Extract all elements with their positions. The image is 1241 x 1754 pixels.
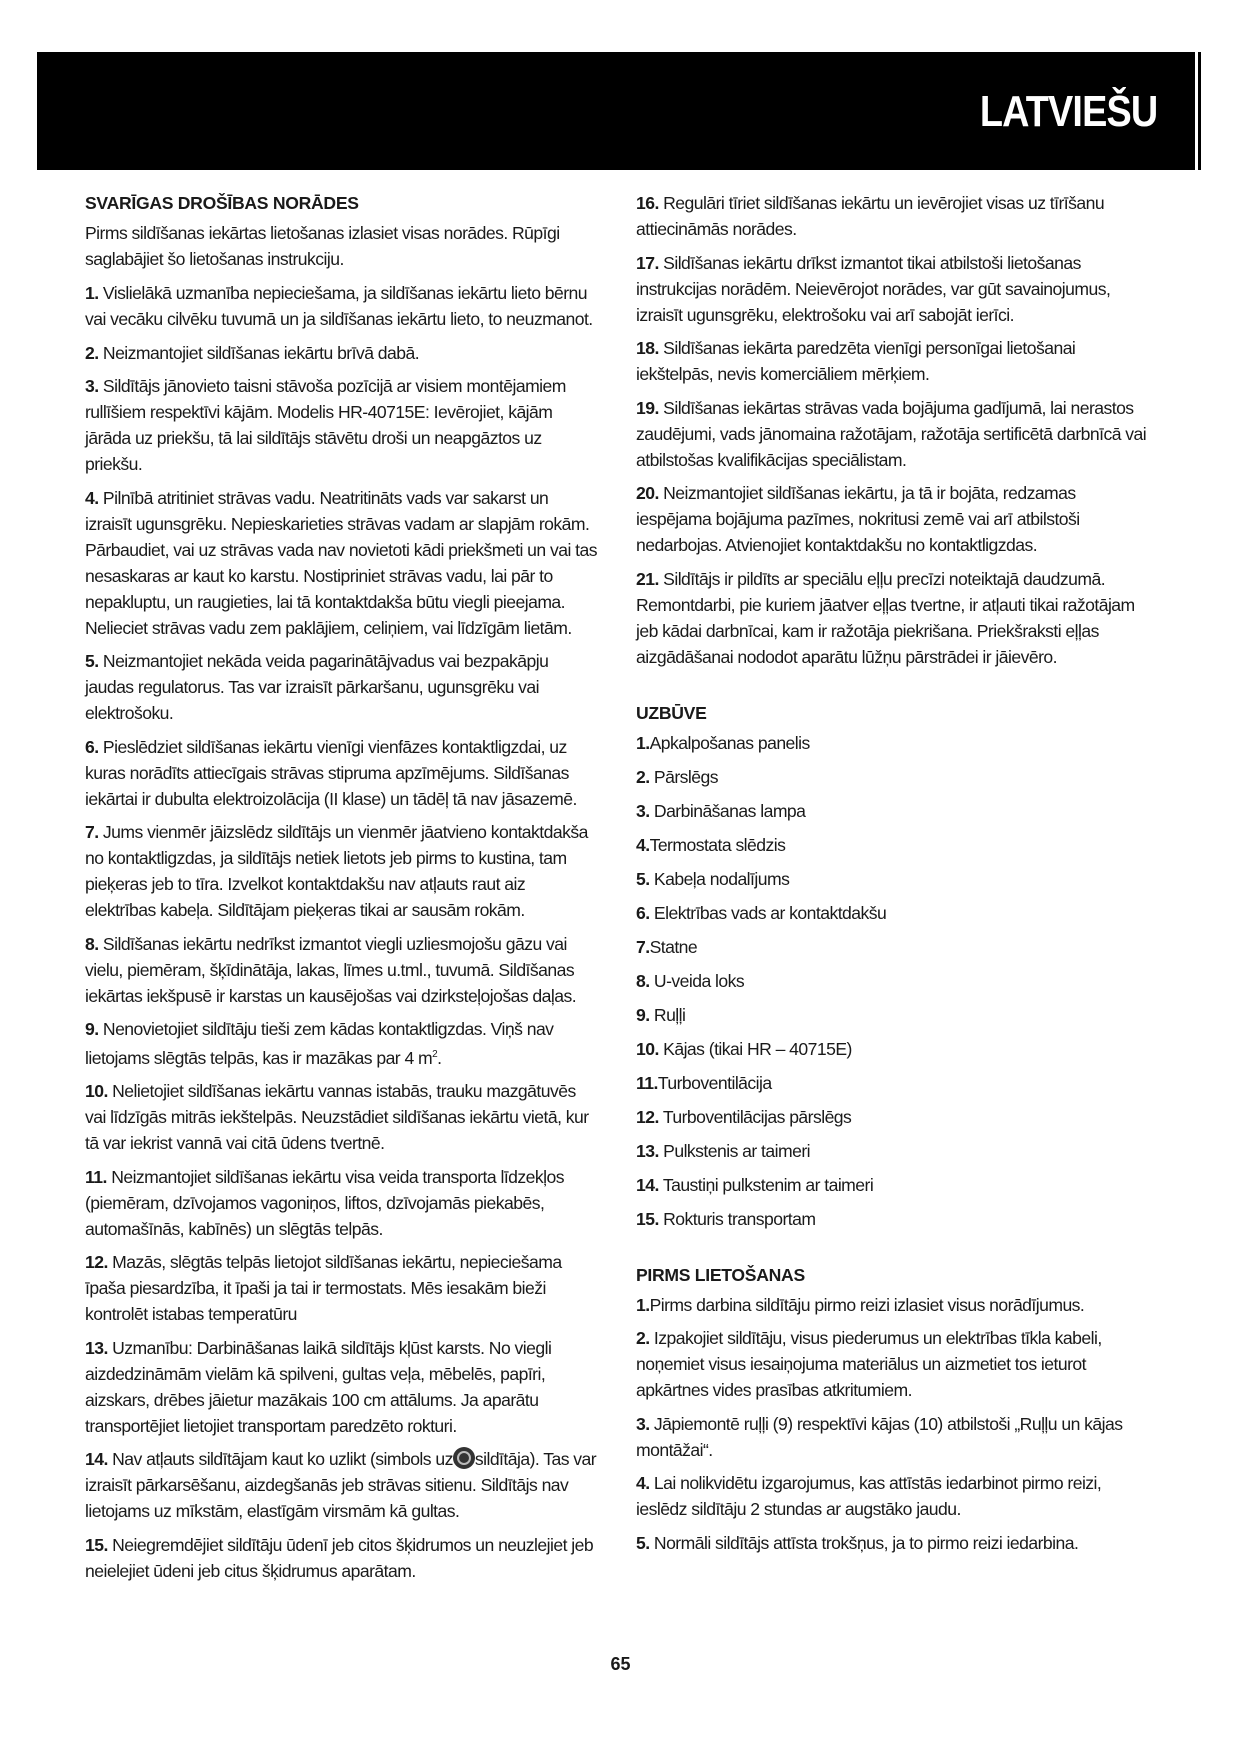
item-number: 15. [85, 1534, 108, 1555]
item-text: Sildītājs jānovieto taisni stāvoša pozīcijā ar visiem montējamiem rullīšiem respektīvi kājām. Modelis HR-40715E: Ievērojiet, kājām jārāda uz priekšu, tā lai sildītājs stāvētu droši un neapgāztos uz priekšu. [85, 376, 566, 474]
item-text: Jums vienmēr jāizslēdz sildītājs un vienmēr jāatvieno kontaktdakša no kontaktligzdas, ja sildītājs netiek lietots jeb pirms to kustina, tam pieķeras jeb to tīra. Izvelkot kontaktdakšu nav atļauts raut aiz elektrības kabeļa. Sildītājam pieķeras tikai ar sausām rokām. [85, 822, 588, 920]
item-text: Pilnībā atritiniet strāvas vadu. Neatritināts vads var sakarst un izraisīt ugunsgrēku. Nepieskarieties strāvas vadam ar slapjām rokām. Pārbaudiet, vai uz strāvas vada nav novietoti kādi priekšmeti un vai tas nesaskaras ar kaut ko karstu. Nostipriniet strāvas vadu, lai pār to nepakluptu, un raugieties, lai tā kontaktdakša būtu viegli pieejama. Nelieciet strāvas vadu zem paklājiem, celiņiem, vai līdzīgām lietām. [85, 487, 597, 638]
construction-item [636, 1104, 1151, 1130]
item-text: Neizmantojiet sildīšanas iekārtu brīvā dabā. [102, 342, 420, 363]
item-text: Pulkstenis ar taimeri [663, 1140, 811, 1161]
item-number: 5. [636, 868, 650, 889]
item-number: 2. [85, 342, 99, 363]
item-number: 1. [85, 283, 99, 303]
safety-item [636, 190, 1151, 242]
item-number: 3. [636, 1413, 650, 1434]
item-number: 11. [85, 1166, 107, 1187]
item-number: 3. [85, 376, 99, 396]
item-number: 14. [85, 1449, 108, 1470]
item-text: Apkalpošanas panelis [649, 732, 810, 753]
item-number: 2. [636, 1328, 650, 1348]
safety-item [85, 1249, 598, 1327]
item-text: Sildīšanas iekārtu nedrīkst izmantot viegli uzliesmojošu gāzu vai vielu, piemēram, šķīdinātāja, lakas, līmes u.tml., tuvumā. Sildīšanas iekārtas iekšpusē ir karstas un kausējošas vai dzirksteļojošas daļas. [85, 933, 577, 1006]
item-text: Nenovietojiet sildītāju tieši zem kādas kontaktligzdas. Viņš nav lietojams slēgtās telpās, kas ir mazākas par 4 m [85, 1019, 554, 1068]
item-number: 6. [85, 736, 99, 757]
item-number: 13. [636, 1140, 659, 1161]
construction-item [636, 866, 1151, 892]
language-header [37, 52, 1195, 170]
item-number: 13. [85, 1337, 108, 1358]
item-text: Nav atļauts sildītājam kaut ko uzlikt (simbols uz [112, 1449, 453, 1470]
right-column [636, 190, 1151, 1563]
item-text: Termostata slēdzis [649, 834, 786, 855]
item-text: Nelietojiet sildīšanas iekārtu vannas istabās, trauku mazgātuvēs vai līdzīgās mitrās iekštelpās. Neuzstādiet sildīšanas iekārtu vietā, kur tā var iekrist vannā vai citā ūdens tvertnē. [85, 1081, 589, 1154]
safety-item [85, 373, 598, 477]
before-use-section [636, 1262, 1151, 1556]
safety-item [636, 395, 1151, 473]
item-text: Pieslēdziet sildīšanas iekārtu vienīgi vienfāzes kontaktligzdai, uz kuras norādīts attiecīgais strāvas stipruma apzīmējums. Sildīšanas iekārtai ir dubulta elektroizolācija (II klase) un tādēļ tā nav jāsazemē. [85, 736, 577, 809]
construction-item [636, 764, 1151, 790]
construction-item [636, 1070, 1151, 1096]
item-number: 20. [636, 483, 659, 503]
before-use-item [636, 1325, 1151, 1403]
item-number: 15. [636, 1208, 659, 1229]
item-number: 5. [636, 1532, 650, 1553]
construction-item [636, 730, 1151, 756]
item-number: 16. [636, 193, 659, 213]
item-text: Turboventilācijas pārslēgs [662, 1106, 852, 1127]
safety-item [85, 1164, 598, 1242]
item-number: 21. [636, 568, 659, 589]
superscript: 2 [432, 1049, 438, 1060]
safety-item [85, 931, 598, 1009]
item-text: Mazās, slēgtās telpās lietojot sildīšanas iekārtu, nepieciešama īpaša piesardzība, it īpaši ja tai ir termostats. Mēs iesakām bieži kontrolēt istabas temperatūru [85, 1252, 562, 1325]
safety-intro: Pirms sildīšanas iekārtas lietošanas izlasiet visas norādes. Rūpīgi saglabājiet šo lietošanas instrukciju. [85, 223, 560, 269]
item-number: 12. [636, 1106, 659, 1127]
item-text: Uzmanību: Darbināšanas laikā sildītājs kļūst karsts. No viegli aizdedzināmām vielām kā spilveni, gultas veļa, mēbelēs, papīri, aizskars, drēbes jāietur mazākais 100 cm attālums. Ja aparātu transportējiet lietojiet transportam paredzēto rokturi. [85, 1337, 552, 1436]
item-number: 8. [636, 970, 650, 991]
item-text: Regulāri tīriet sildīšanas iekārtu un ievērojiet visas uz tīrīšanu attiecināmās norādes. [636, 193, 1105, 239]
item-number: 18. [636, 338, 659, 358]
safety-item [636, 480, 1151, 558]
safety-item [85, 280, 598, 332]
item-text: Kājas (tikai HR – 40715E) [663, 1038, 852, 1059]
before-use-item [636, 1411, 1151, 1463]
item-text: Normāli sildītājs attīsta trokšņus, ja to pirmo reizi iedarbina. [653, 1532, 1079, 1553]
construction-section [636, 700, 1151, 1232]
item-number: 11. [636, 1072, 658, 1093]
item-text: Neizmantojiet nekāda veida pagarinātājvadus vai bezpakāpju jaudas regulatorus. Tas var izraisīt pārkaršanu, ugunsgrēku vai elektrošoku. [85, 651, 549, 723]
item-text: Darbināšanas lampa [653, 800, 806, 821]
construction-item [636, 968, 1151, 994]
item-number: 7. [85, 822, 99, 842]
item-number: 9. [636, 1004, 650, 1025]
before-use-item [636, 1530, 1151, 1556]
page-number: 65 [610, 1654, 631, 1674]
safety-item [85, 819, 598, 923]
item-number: 5. [85, 651, 99, 671]
item-text: Kabeļa nodalījums [653, 868, 790, 889]
item-text: Rokturis transportam [663, 1208, 816, 1229]
before-use-item [636, 1470, 1151, 1522]
item-text: Sildīšanas iekārta paredzēta vienīgi personīgai lietošanai iekštelpās, nevis komerciāliem mērķiem. [636, 338, 1076, 384]
item-number: 14. [636, 1174, 659, 1195]
safety-item [85, 1078, 598, 1156]
item-text: Sildīšanas iekārtu drīkst izmantot tikai atbilstoši lietošanas instrukcijas norādēm. Neievērojot norādes, var gūt savainojumus, izraisīt ugunsgrēku, elektrošoku vai arī sabojāt ierīci. [636, 252, 1111, 325]
safety-item [636, 335, 1151, 387]
safety-item [85, 734, 598, 812]
construction-item [636, 1002, 1151, 1028]
item-number: 2. [636, 766, 650, 787]
item-number: 3. [636, 800, 650, 821]
item-text: Statne [649, 936, 698, 957]
item-number: 1. [636, 1294, 650, 1315]
safety-item [85, 1446, 598, 1524]
item-number: 19. [636, 397, 659, 418]
item-text: Jāpiemontē ruļļi (9) respektīvi kājas (10) atbilstoši „Ruļļu un kājas montāžai“. [636, 1413, 1123, 1460]
item-number: 1. [636, 732, 650, 753]
before-use-item [636, 1292, 1151, 1318]
period: . [437, 1047, 442, 1068]
item-number: 6. [636, 902, 650, 923]
item-number: 12. [85, 1252, 108, 1273]
item-text: U-veida loks [653, 970, 745, 991]
construction-item [636, 1036, 1151, 1062]
safety-item [85, 485, 598, 641]
item-number: 9. [85, 1019, 99, 1039]
item-number: 8. [85, 933, 99, 954]
item-text: Neizmantojiet sildīšanas iekārtu visa veida transporta līdzekļos (piemēram, dzīvojamos vagoniņos, liftos, dzīvojamās piekabēs, automašīnās, kabīnēs) un slēgtās telpās. [85, 1166, 564, 1239]
header-edge [1198, 52, 1201, 170]
item-text: Turboventilācija [657, 1072, 772, 1093]
safety-item [85, 648, 598, 726]
construction-item [636, 798, 1151, 824]
language-title: LATVIEŠU [979, 87, 1157, 136]
item-text: Taustiņi pulkstenim ar taimeri [662, 1174, 874, 1195]
item-text: Neizmantojiet sildīšanas iekārtu, ja tā ir bojāta, redzamas iespējama bojājuma pazīmes, nokritusi zemē vai arī atbilstoši nedarbojas. Atvienojiet kontaktdakšu no kontaktligzdas. [636, 483, 1080, 555]
construction-item [636, 1172, 1151, 1198]
before-use-heading: PIRMS LIETOŠANAS [636, 1264, 805, 1285]
item-text: Pirms darbina sildītāju pirmo reizi izlasiet visus norādījumus. [649, 1294, 1085, 1315]
safety-item [636, 566, 1151, 670]
left-column [85, 190, 598, 1591]
item-number: 10. [636, 1038, 659, 1059]
item-text: Lai nolikvidētu izgarojumus, kas attīstās iedarbinot pirmo reizi, ieslēdz sildītāju 2 stundas ar augstāko jaudu. [636, 1473, 1102, 1519]
item-number: 4. [636, 1473, 650, 1493]
construction-item [636, 1138, 1151, 1164]
construction-item [636, 900, 1151, 926]
safety-item [85, 1532, 598, 1584]
item-text: Neiegremdējiet sildītāju ūdenī jeb citos šķidrumos un neuzlejiet jeb neielejiet ūdeni jeb citus šķidrumus aparātam. [85, 1534, 594, 1581]
item-number: 10. [85, 1081, 108, 1102]
item-text: Sildītājs ir pildīts ar speciālu eļļu precīzi noteiktajā daudzumā. Remontdarbi, pie kuriem jāatver eļļas tvertne, ir atļauti tikai ražotājam jeb kādai darbnīcai, kam ir ražotāja piekrišana. Priekšraksti eļļas aizgādāšanai nododot aparātu lūžņu pārstrādei ir jāievēro. [636, 568, 1135, 667]
item-number: 4. [636, 834, 650, 855]
item-number: 7. [636, 936, 650, 957]
item-text: Ruļļi [653, 1004, 686, 1025]
item-text: Pārslēgs [653, 766, 718, 787]
item-number: 17. [636, 252, 659, 273]
safety-item [85, 340, 598, 366]
item-text: Elektrības vads ar kontaktdakšu [653, 902, 887, 923]
item-text: Sildīšanas iekārtas strāvas vada bojājuma gadījumā, lai nerastos zaudējumi, vads jānomaina ražotājam, ražotāja sertificētā darbnīcā vai atbilstošas kvalifikācijas speciālistam. [636, 397, 1147, 470]
safety-item [85, 1335, 598, 1439]
item-text: Izpakojiet sildītāju, visus piederumus un elektrības tīkla kabeli, noņemiet visus iesaiņojuma materiālus un aizmetiet tos ieturot apkārtnes vides prasības atkritumiem. [636, 1328, 1102, 1400]
safety-item [85, 1016, 598, 1071]
safety-heading: SVARĪGAS DROŠĪBAS NORĀDES [85, 193, 359, 213]
item-text: Vislielākā uzmanība nepieciešama, ja sildīšanas iekārtu lieto bērnu vai vecāku cilvēku tuvumā un ja sildīšanas iekārtu lieto, to neuzmanot. [85, 283, 593, 329]
safety-item [636, 250, 1151, 328]
construction-item [636, 832, 1151, 858]
construction-item [636, 934, 1151, 960]
do-not-cover-symbol-icon [453, 1447, 475, 1469]
construction-item [636, 1206, 1151, 1232]
item-text: sildītāja). Tas var izraisīt pārkarsēšanu, aizdegšanās jeb strāvas sitienu. Sildītājs nav lietojams uz mīkstām, elastīgām virsmām kā gultas. [85, 1449, 597, 1522]
item-number: 4. [85, 487, 99, 508]
construction-heading: UZBŪVE [636, 702, 707, 723]
